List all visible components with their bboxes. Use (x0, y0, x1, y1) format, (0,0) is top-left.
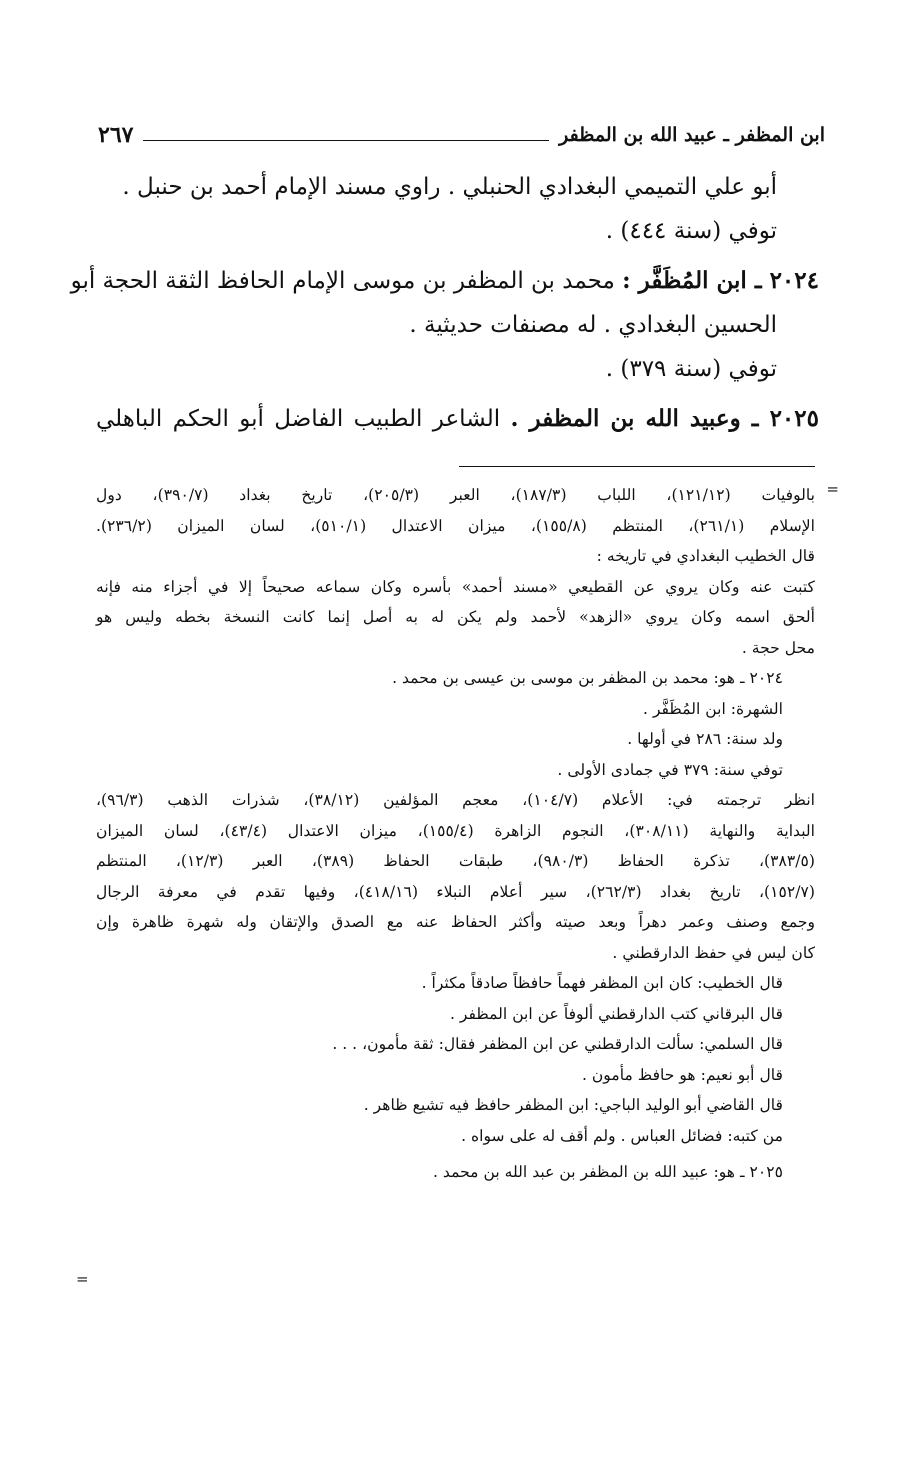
footnote-line: من كتبه: فضائل العباس . ولم أقف له على سواه . (461, 1126, 783, 1145)
page-number: ٢٦٧ (98, 122, 134, 148)
footnote-line: توفي سنة: ٣٧٩ في جمادى الأولى . (557, 760, 783, 779)
main-line: توفي (سنة ٤٤٤) . (605, 218, 777, 244)
footnote-line: قال البرقاني كتب الدارقطني ألوفاً عن ابن المظفر . (449, 1004, 783, 1023)
continuation-marker-end: = (76, 1270, 89, 1288)
footnote-line: قال الخطيب: كان ابن المظفر فهماً حافظاً صادقاً مكثراً . (421, 974, 783, 992)
footnote-line: (٣٨٣/٥)، تذكرة الحفاظ (٩٨٠/٣)، طبقات الحفاظ (٣٨٩)، العبر (١٢/٣)، المنتظم (96, 852, 815, 870)
footnote-line: قال الخطيب البغدادي في تاريخه : (596, 547, 815, 565)
entry-2024-head: ٢٠٢٤ ـ ابن المُظَفَّر : (622, 267, 819, 294)
footnote-separator (459, 466, 815, 467)
entry-2025-text: الشاعر الطبيب الفاضل أبو الحكم الباهلي (96, 406, 501, 432)
footnote-line: قال السلمي: سألت الدارقطني عن ابن المظفر فقال: ثقة مأمون، . . . (332, 1035, 783, 1053)
footnote-line: البداية والنهاية (٣٠٨/١١)، النجوم الزاهرة (١٥٥/٤)، ميزان الاعتدال (٤٣/٤)، لسان الميزان (96, 821, 816, 840)
footnote-line: انظر ترجمته في: الأعلام (١٠٤/٧)، معجم المؤلفين (٣٨/١٢)، شذرات الذهب (٩٦/٣)، (96, 791, 816, 809)
main-line: توفي (سنة ٣٧٩) . (605, 356, 777, 382)
footnote-line: ولد سنة: ٢٨٦ في أولها . (627, 730, 783, 748)
entry-2025 (96, 397, 819, 441)
footnote-line: محل حجة . (741, 638, 815, 657)
footnote-line: قال القاضي أبو الوليد الباجي: ابن المظفر حافظ فيه تشيع ظاهر . (363, 1096, 783, 1114)
main-line: أبو علي التميمي البغدادي الحنبلي . راوي مسند الإمام أحمد بن حنبل . (122, 174, 777, 200)
footnote-entry-2024: ٢٠٢٤ ـ هو: محمد بن المظفر بن موسى بن عيسى بن محمد . (392, 669, 783, 687)
footnote-line: الإسلام (٢٦١/١)، المنتظم (١٥٥/٨)، ميزان الاعتدال (٥١٠/١)، لسان الميزان (٢٣٦/٢). (96, 516, 815, 535)
entry-2024 (70, 259, 819, 303)
footnote-line: الشهرة: ابن المُظَفَّر . (643, 699, 783, 718)
footnote-line: كان ليس في حفظ الدارقطني . (612, 943, 815, 962)
main-text (70, 165, 819, 441)
entry-2024-text: محمد بن المظفر بن موسى الإمام الحافظ الثقة الحجة أبو (70, 268, 615, 294)
header-rule (143, 140, 549, 141)
header-title: ابن المظفر ـ عبيد الله بن المظفر (559, 124, 825, 146)
entry-2025-head: ٢٠٢٥ ـ وعبيد الله بن المظفر . (510, 405, 819, 432)
footnote-line: كتبت عنه وكان يروي عن القطيعي «مسند أحمد» بأسره وكان سماعه صحيحاً إلا في أجزاء منه فإنه (96, 577, 815, 596)
footnote-line: (١٥٢/٧)، تاريخ بغداد (٢٦٢/٣)، سير أعلام النبلاء (٤١٨/١٦)، وفيها تقدم في معرفة الرجال (96, 882, 815, 901)
footnote-line: ألحق اسمه وكان يروي «الزهد» لأحمد ولم يكن له به أصل إنما كانت النسخة بخطه وليس هو (96, 608, 815, 626)
main-line: الحسين البغدادي . له مصنفات حديثية . (409, 312, 777, 338)
footnote-entry-2025: ٢٠٢٥ ـ هو: عبيد الله بن المظفر بن عبد الله بن محمد . (433, 1163, 783, 1181)
continuation-marker: = (826, 480, 839, 498)
footnotes (96, 480, 839, 1188)
footnote-line: وجمع وصنف وعمر دهراً وبعد صيته وأكثر الحفاظ عنه مع الصدق والإتقان وله شهرة ظاهرة وإن (96, 913, 815, 931)
footnote-line: قال أبو نعيم: هو حافظ مأمون . (581, 1065, 783, 1084)
running-header (98, 118, 825, 152)
footnote-line: بالوفيات (١٢١/١٢)، اللباب (١٨٧/٣)، العبر (٢٠٥/٣)، تاريخ بغداد (٣٩٠/٧)، دول (96, 486, 815, 504)
